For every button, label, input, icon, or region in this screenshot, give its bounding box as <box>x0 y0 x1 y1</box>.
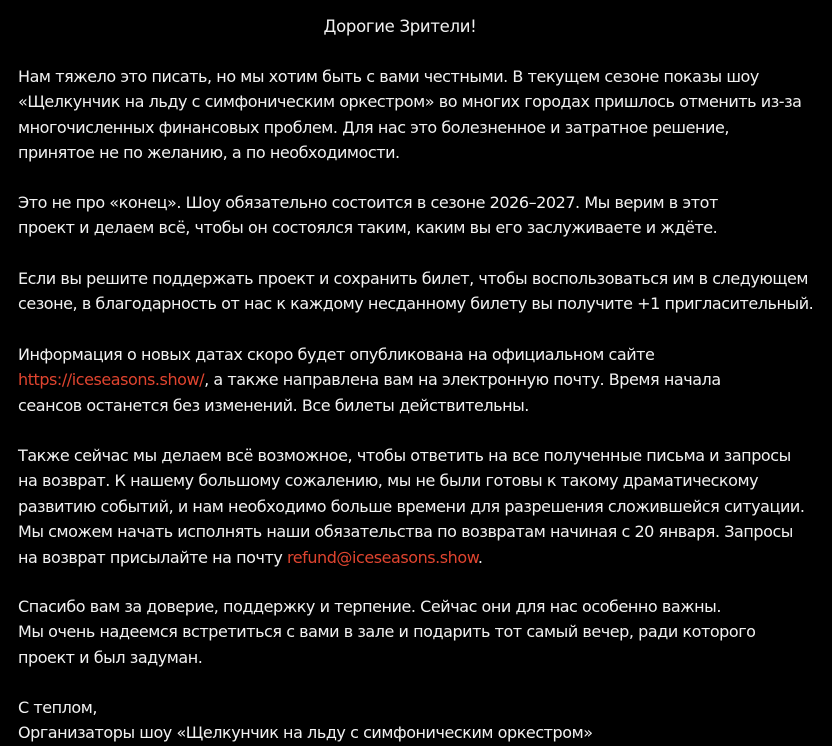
text-line: на возврат. К нашему большому сожалению, мы не были готовы к такому драматическому <box>18 471 759 491</box>
text-line: Мы очень надеемся встретиться с вами в зале и подарить тот самый вечер, ради которого <box>18 622 756 642</box>
paragraph-thanks <box>18 594 818 670</box>
text-line: Информация о новых датах скоро будет опубликована на официальном сайте <box>18 345 655 364</box>
text-line: многочисленных финансовых проблем. Для нас это болезненное и затратное решение, <box>18 117 729 137</box>
text-line <box>18 367 818 392</box>
paragraph-not-the-end <box>18 190 818 241</box>
signature <box>18 695 818 746</box>
text-line: сезоне, в благодарность от нас к каждому несданному билету вы получите +1 пригласительный. <box>18 294 814 314</box>
text-fragment: на возврат присылайте на почту <box>18 547 287 567</box>
paragraph-keep-ticket <box>18 266 818 317</box>
text-line: сеансов останется без изменений. Все билеты действительны. <box>18 395 529 415</box>
text-line: Мы сможем начать исполнять наши обязательства по возвратам начиная с 20 января. Запросы <box>18 522 793 542</box>
text-line: Спасибо вам за доверие, поддержку и терпение. Сейчас они для нас особенно важны. <box>18 597 722 616</box>
text-line: «Щелкунчик на льду с симфоническим оркестром» во многих городах пришлось отменить из-за <box>18 92 802 112</box>
text-line: Если вы решите поддержать проект и сохранить билет, чтобы воспользоваться им в следующем <box>18 269 809 288</box>
official-site-link[interactable]: https://iceseasons.show/ <box>18 370 205 390</box>
paragraph-intro <box>18 64 818 166</box>
text-line: Также сейчас мы делаем всё возможное, чтобы ответить на все полученные письма и запросы <box>18 446 791 465</box>
paragraph-new-dates <box>18 342 818 418</box>
text-line: Организаторы шоу «Щелкунчик на льду с симфоническим оркестром» <box>18 723 593 743</box>
text-line: проект и делаем всё, чтобы он состоялся таким, каким вы его заслуживаете и ждёте. <box>18 218 718 238</box>
text-fragment: . <box>477 547 483 567</box>
text-line: Это не про «конец». Шоу обязательно состоится в сезоне 2026–2027. Мы верим в этот <box>18 193 718 212</box>
text-line: принятое не по желанию, а по необходимости. <box>18 143 400 163</box>
text-line <box>18 545 818 570</box>
text-line: С теплом, <box>18 698 98 717</box>
refund-email-link[interactable]: refund@iceseasons.show <box>286 547 478 567</box>
text-line: Нам тяжело это писать, но мы хотим быть с вами честными. В текущем сезоне показы шоу <box>18 67 759 86</box>
text-line: развитию событий, и нам необходимо больше времени для разрешения сложившейся ситуации. <box>18 496 805 516</box>
letter-title: Дорогие Зрители! <box>323 17 477 36</box>
paragraph-refunds <box>18 443 818 570</box>
text-fragment: , а также направлена вам на электронную почту. Время начала <box>204 370 721 390</box>
text-line: проект и был задуман. <box>18 647 203 667</box>
